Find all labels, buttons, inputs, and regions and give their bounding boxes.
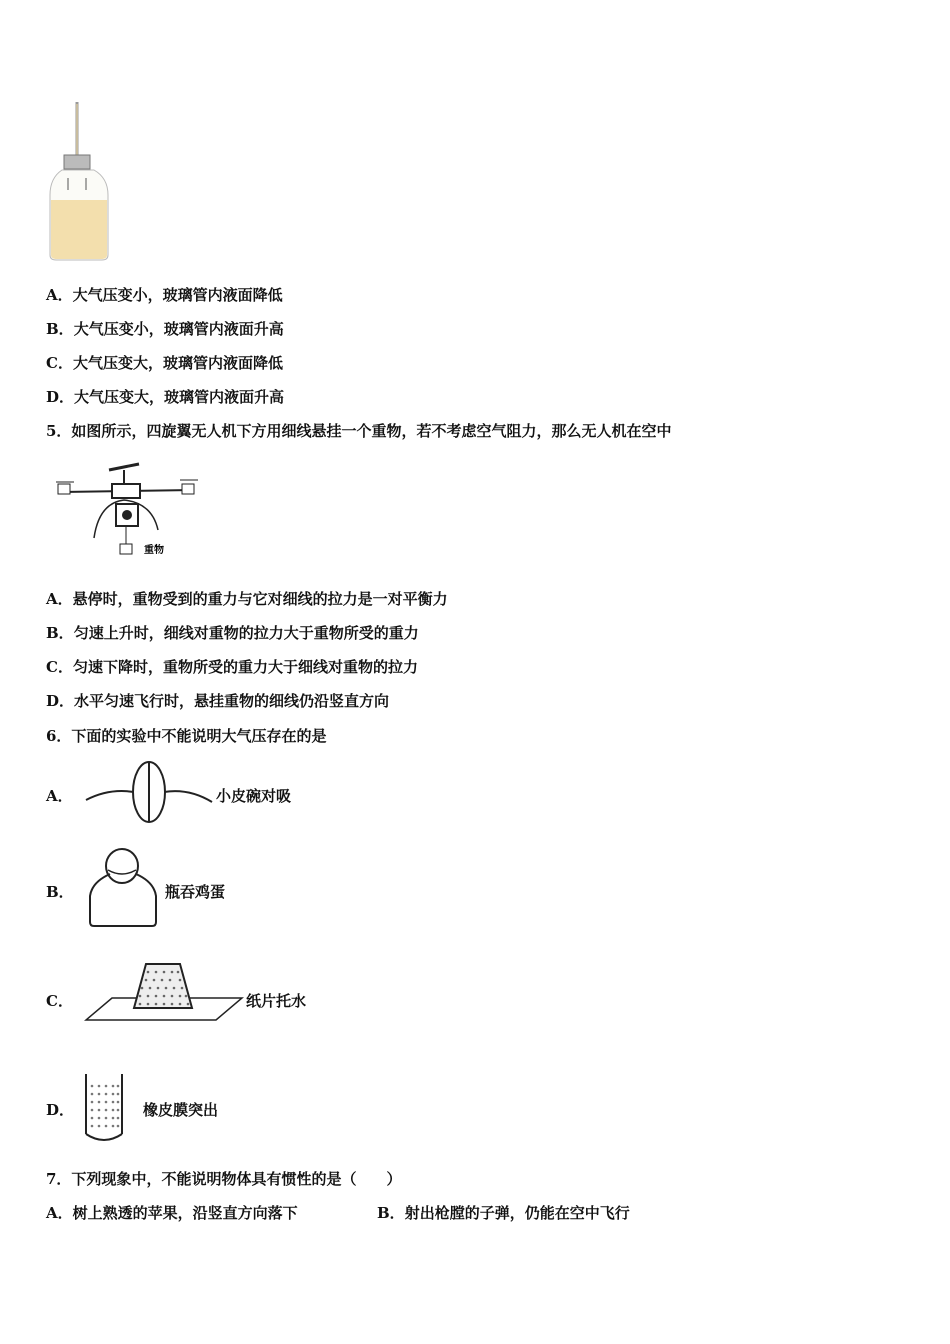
q6-option-c-caption: 纸片托水	[246, 992, 307, 1010]
q4-option-d[interactable]: D．大气压变大，玻璃管内液面升高	[46, 388, 285, 406]
q4-option-a[interactable]: A．大气压变小，玻璃管内液面降低	[46, 286, 283, 304]
q6-option-b-letter[interactable]: B．	[46, 883, 74, 901]
rubber-membrane-figure	[80, 1072, 130, 1146]
q5-option-d[interactable]: D．水平匀速飞行时，悬挂重物的细线仍沿竖直方向	[46, 692, 390, 710]
q6-stem: 6．下面的实验中不能说明大气压存在的是	[46, 727, 327, 745]
q7-stem: 7．下列现象中，不能说明物体具有惯性的是（ ）	[46, 1170, 402, 1188]
q4-option-b[interactable]: B．大气压变小，玻璃管内液面升高	[46, 320, 284, 338]
q5-option-c[interactable]: C．匀速下降时，重物所受的重力大于细线对重物的拉力	[46, 658, 418, 676]
q6-option-d-caption: 橡皮膜突出	[143, 1101, 219, 1119]
q5-option-a[interactable]: A．悬停时，重物受到的重力与它对细线的拉力是一对平衡力	[46, 590, 448, 608]
drone-weight-label: 重物	[144, 545, 164, 556]
q6-option-b-caption: 瓶吞鸡蛋	[165, 883, 226, 901]
q6-option-d-letter[interactable]: D．	[46, 1101, 75, 1119]
q7-option-a[interactable]: A．树上熟透的苹果，沿竖直方向落下	[46, 1204, 298, 1222]
paper-water-figure	[84, 958, 244, 1024]
q4-option-c[interactable]: C．大气压变大，玻璃管内液面降低	[46, 354, 283, 372]
q6-option-c-letter[interactable]: C．	[46, 992, 73, 1010]
drone-figure	[54, 458, 204, 558]
bottle-egg-figure	[84, 846, 164, 930]
q5-option-b[interactable]: B．匀速上升时，细线对重物的拉力大于重物所受的重力	[46, 624, 419, 642]
q7-option-b[interactable]: B．射出枪膛的子弹，仍能在空中飞行	[377, 1204, 630, 1222]
q6-option-a-caption: 小皮碗对吸	[216, 787, 292, 805]
bottle-tube-figure	[44, 100, 114, 265]
suction-cups-figure	[84, 760, 214, 826]
q5-stem: 5．如图所示，四旋翼无人机下方用细线悬挂一个重物，若不考虑空气阻力，那么无人机在空中	[46, 422, 672, 440]
q6-option-a-letter[interactable]: A．	[46, 787, 73, 805]
